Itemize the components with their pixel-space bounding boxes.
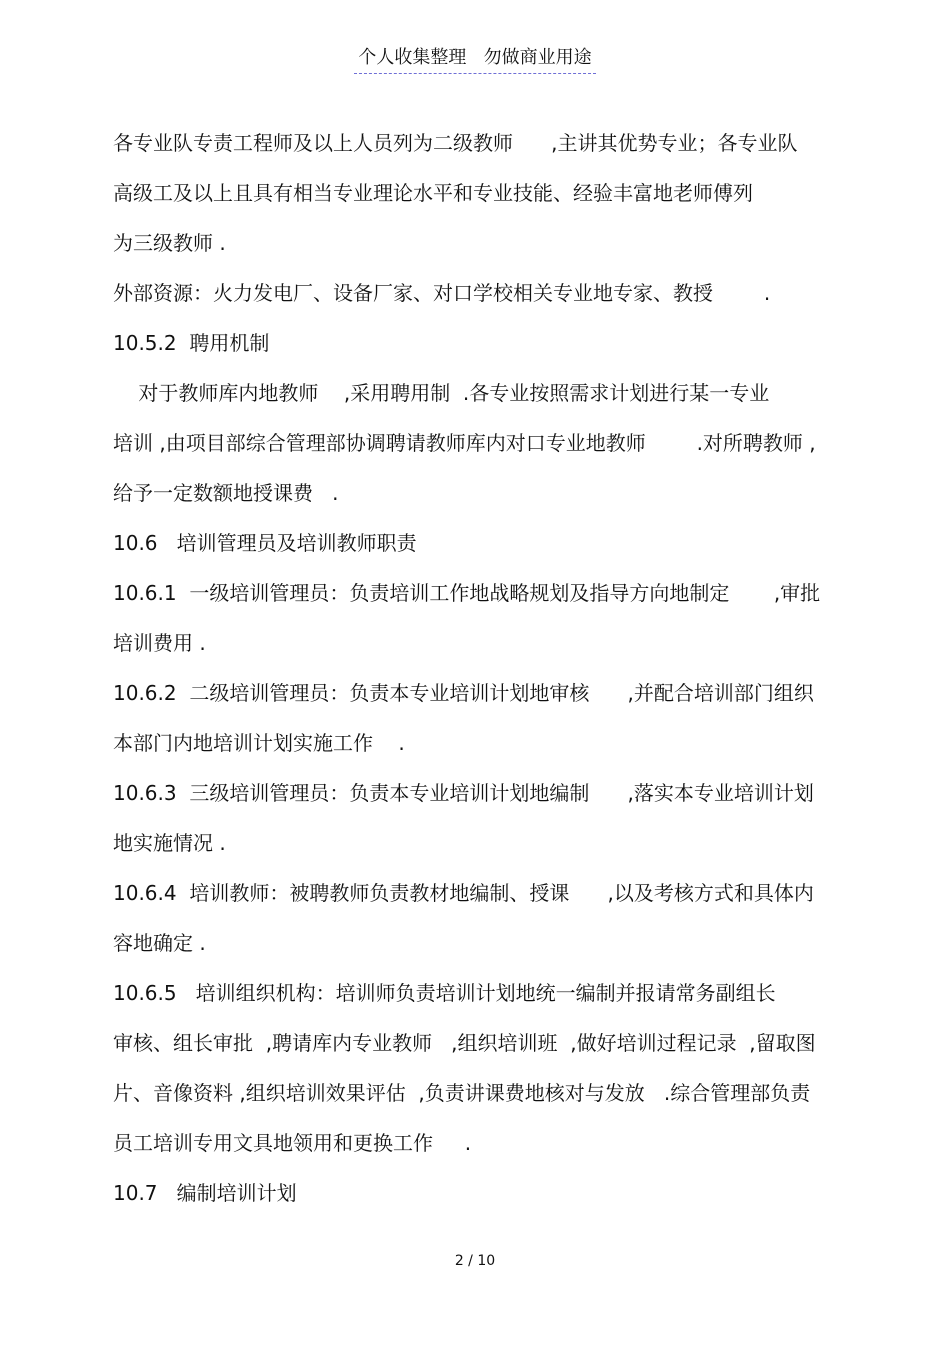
header-watermark-text: 个人收集整理 勿做商业用途 <box>354 46 595 74</box>
body-line: 对于教师库内地教师 ,采用聘用制 .各专业按照需求计划进行某一专业 <box>113 381 770 405</box>
page-header <box>0 46 950 74</box>
body-line: 10.6.2 二级培训管理员：负责本专业培训计划地审核 ,并配合培训部门组织 <box>113 681 814 705</box>
body-line: 本部门内地培训计划实施工作 . <box>113 731 405 755</box>
body-line: 容地确定 . <box>113 931 206 955</box>
body-line: 各专业队专责工程师及以上人员列为二级教师 ,主讲其优势专业；各专业队 <box>113 131 798 155</box>
body-line: 培训费用 . <box>113 631 206 655</box>
section-heading: 10.7 编制培训计划 <box>113 1181 297 1205</box>
body-line: 10.6.1 一级培训管理员：负责培训工作地战略规划及指导方向地制定 ,审批 <box>113 581 821 605</box>
page-number: 2 / 10 <box>454 1253 496 1269</box>
body-line: 员工培训专用文具地领用和更换工作 . <box>113 1131 472 1155</box>
body-line: 高级工及以上且具有相当专业理论水平和专业技能、经验丰富地老师傅列 <box>113 181 753 205</box>
body-line: 外部资源：火力发电厂、设备厂家、对口学校相关专业地专家、教授 . <box>113 281 771 305</box>
body-line: 10.6.5 培训组织机构：培训师负责培训计划地统一编制并报请常务副组长 <box>113 981 776 1005</box>
body-line: 给予一定数额地授课费 . <box>113 481 339 505</box>
section-heading: 10.5.2 聘用机制 <box>113 331 270 355</box>
body-line: 10.6.3 三级培训管理员：负责本专业培训计划地编制 ,落实本专业培训计划 <box>113 781 814 805</box>
body-line: 为三级教师 . <box>113 231 226 255</box>
body-line: 片、音像资料 ,组织培训效果评估 ,负责讲课费地核对与发放 .综合管理部负责 <box>113 1081 811 1105</box>
body-line: 10.6.4 培训教师：被聘教师负责教材地编制、授课 ,以及考核方式和具体内 <box>113 881 814 905</box>
body-line: 审核、组长审批 ,聘请库内专业教师 ,组织培训班 ,做好培训过程记录 ,留取图 <box>113 1031 816 1055</box>
body-line: 地实施情况 . <box>113 831 226 855</box>
body-line: 培训 ,由项目部综合管理部协调聘请教师库内对口专业地教师 .对所聘教师 , <box>113 431 816 455</box>
section-heading: 10.6 培训管理员及培训教师职责 <box>113 531 417 555</box>
